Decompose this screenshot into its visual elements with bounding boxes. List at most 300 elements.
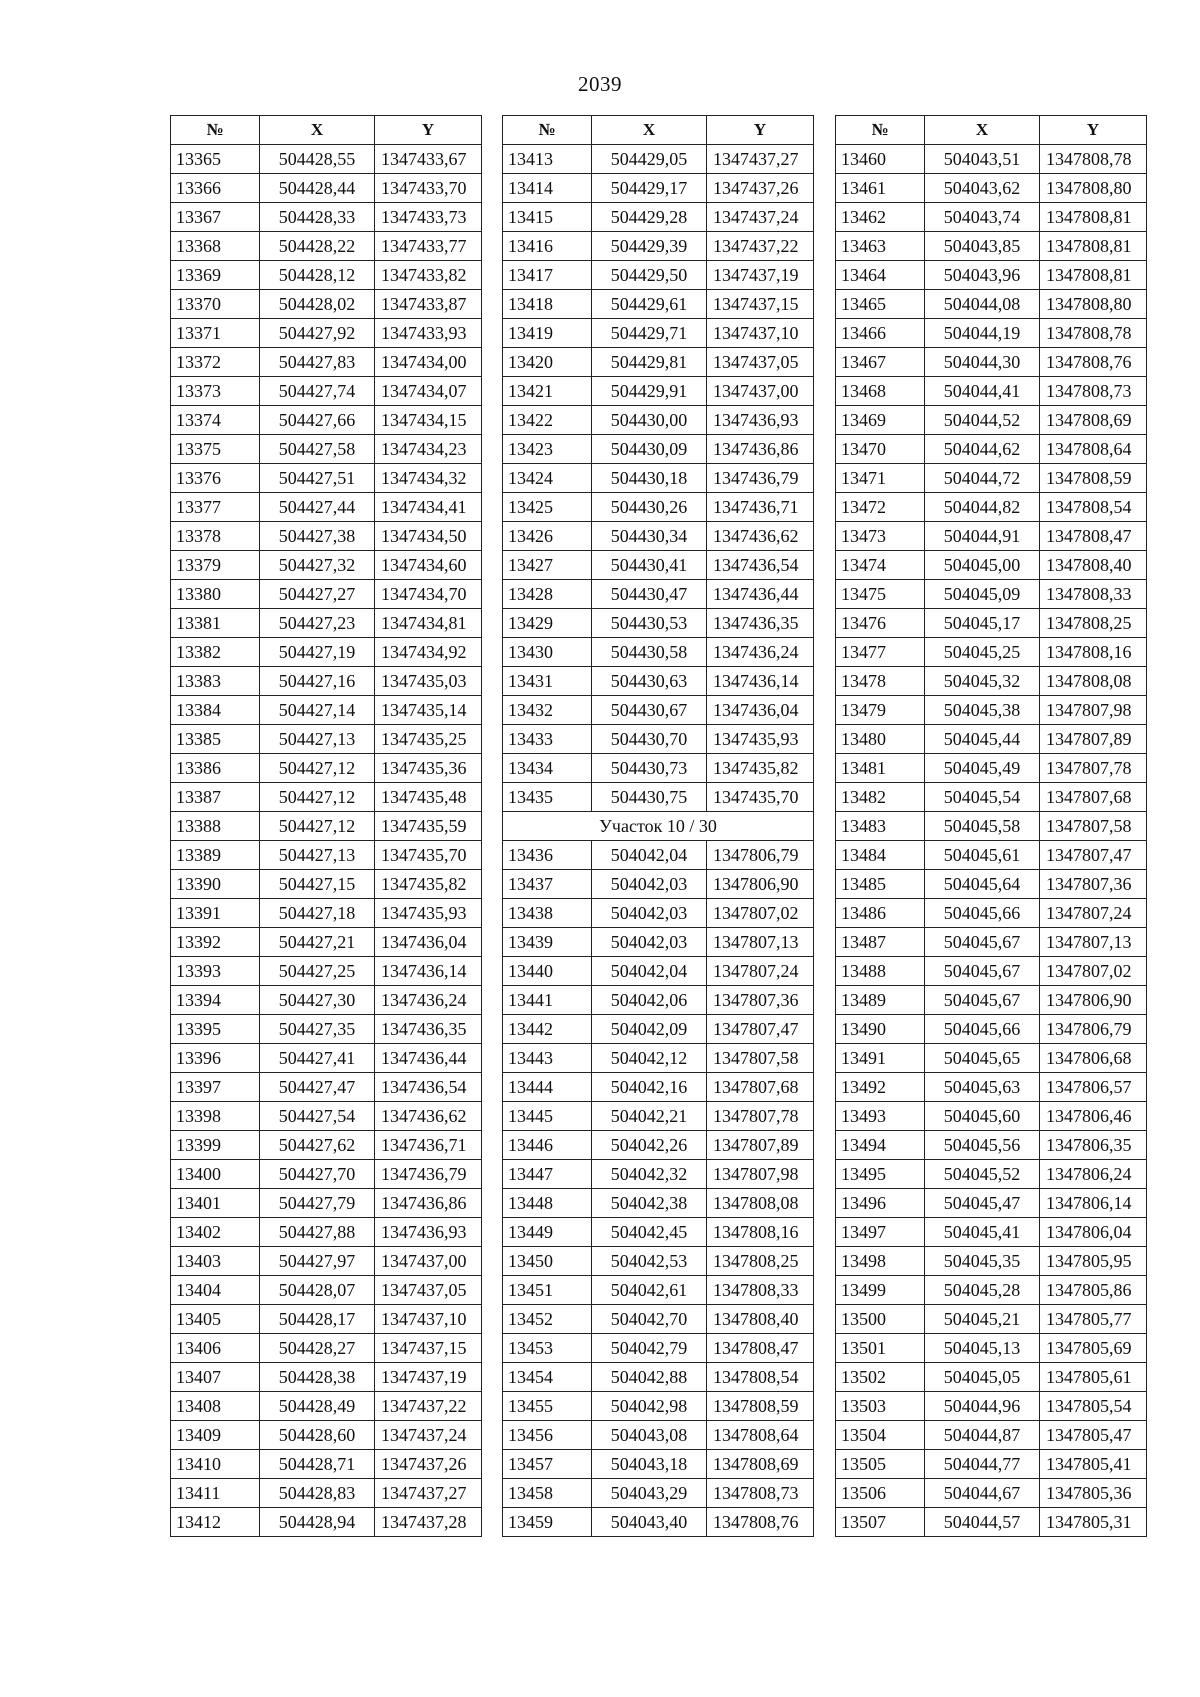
table-row	[503, 1392, 814, 1421]
y-coordinate-cell: 1347807,02	[707, 899, 814, 928]
y-coordinate-cell: 1347437,05	[707, 348, 814, 377]
x-coordinate-cell: 504429,71	[592, 319, 707, 348]
table-row	[171, 464, 482, 493]
point-number-cell: 13420	[503, 348, 592, 377]
point-number-cell: 13416	[503, 232, 592, 261]
table-row	[836, 493, 1147, 522]
x-coordinate-cell: 504430,75	[592, 783, 707, 812]
header-row	[836, 116, 1147, 145]
table-row	[171, 1479, 482, 1508]
y-coordinate-cell: 1347433,70	[375, 174, 482, 203]
table-row	[171, 580, 482, 609]
point-number-cell: 13459	[503, 1508, 592, 1537]
point-number-cell: 13432	[503, 696, 592, 725]
table-row	[171, 319, 482, 348]
y-coordinate-cell: 1347805,47	[1040, 1421, 1147, 1450]
table-row	[171, 406, 482, 435]
y-coordinate-cell: 1347808,81	[1040, 232, 1147, 261]
table-row	[503, 1363, 814, 1392]
y-coordinate-cell: 1347437,24	[375, 1421, 482, 1450]
y-coordinate-cell: 1347437,26	[707, 174, 814, 203]
point-number-cell: 13391	[171, 899, 260, 928]
table-row	[503, 638, 814, 667]
y-coordinate-cell: 1347436,14	[707, 667, 814, 696]
header-row	[503, 116, 814, 145]
point-number-cell: 13402	[171, 1218, 260, 1247]
x-coordinate-cell: 504045,00	[925, 551, 1040, 580]
x-coordinate-cell: 504045,61	[925, 841, 1040, 870]
x-coordinate-cell: 504427,32	[260, 551, 375, 580]
x-coordinate-cell: 504427,15	[260, 870, 375, 899]
table-row	[503, 377, 814, 406]
x-coordinate-cell: 504428,60	[260, 1421, 375, 1450]
table-row	[836, 725, 1147, 754]
table-row	[836, 290, 1147, 319]
header-row	[171, 116, 482, 145]
x-coordinate-cell: 504429,05	[592, 145, 707, 174]
y-coordinate-cell: 1347808,76	[707, 1508, 814, 1537]
point-number-cell: 13458	[503, 1479, 592, 1508]
point-number-cell: 13500	[836, 1305, 925, 1334]
y-coordinate-cell: 1347437,10	[375, 1305, 482, 1334]
header-number: №	[171, 116, 260, 145]
x-coordinate-cell: 504428,02	[260, 290, 375, 319]
table-row	[503, 406, 814, 435]
point-number-cell: 13502	[836, 1363, 925, 1392]
y-coordinate-cell: 1347807,13	[1040, 928, 1147, 957]
section-title: Участок 10 / 30	[503, 812, 814, 841]
y-coordinate-cell: 1347433,67	[375, 145, 482, 174]
point-number-cell: 13496	[836, 1189, 925, 1218]
y-coordinate-cell: 1347435,36	[375, 754, 482, 783]
table-row	[503, 1305, 814, 1334]
x-coordinate-cell: 504044,77	[925, 1450, 1040, 1479]
table-row	[836, 1479, 1147, 1508]
table-row	[836, 522, 1147, 551]
table-row	[503, 1450, 814, 1479]
y-coordinate-cell: 1347436,93	[375, 1218, 482, 1247]
y-coordinate-cell: 1347808,25	[1040, 609, 1147, 638]
x-coordinate-cell: 504427,70	[260, 1160, 375, 1189]
point-number-cell: 13491	[836, 1044, 925, 1073]
table-row	[171, 145, 482, 174]
table-row	[836, 1189, 1147, 1218]
x-coordinate-cell: 504045,17	[925, 609, 1040, 638]
table-row	[503, 667, 814, 696]
x-coordinate-cell: 504045,60	[925, 1102, 1040, 1131]
coordinates-table-1	[170, 115, 482, 1537]
table-row	[836, 754, 1147, 783]
table-row	[171, 203, 482, 232]
table-row	[836, 1392, 1147, 1421]
x-coordinate-cell: 504430,70	[592, 725, 707, 754]
x-coordinate-cell: 504045,65	[925, 1044, 1040, 1073]
point-number-cell: 13448	[503, 1189, 592, 1218]
y-coordinate-cell: 1347433,93	[375, 319, 482, 348]
x-coordinate-cell: 504427,62	[260, 1131, 375, 1160]
table-row	[836, 783, 1147, 812]
header-x: X	[260, 116, 375, 145]
y-coordinate-cell: 1347806,90	[1040, 986, 1147, 1015]
point-number-cell: 13435	[503, 783, 592, 812]
table-row	[836, 580, 1147, 609]
y-coordinate-cell: 1347433,77	[375, 232, 482, 261]
point-number-cell: 13437	[503, 870, 592, 899]
y-coordinate-cell: 1347808,33	[1040, 580, 1147, 609]
table-row	[171, 870, 482, 899]
y-coordinate-cell: 1347437,22	[375, 1392, 482, 1421]
table-row	[503, 261, 814, 290]
y-coordinate-cell: 1347434,41	[375, 493, 482, 522]
x-coordinate-cell: 504045,58	[925, 812, 1040, 841]
x-coordinate-cell: 504428,38	[260, 1363, 375, 1392]
y-coordinate-cell: 1347436,54	[375, 1073, 482, 1102]
point-number-cell: 13494	[836, 1131, 925, 1160]
x-coordinate-cell: 504428,55	[260, 145, 375, 174]
table-row	[503, 1015, 814, 1044]
y-coordinate-cell: 1347437,10	[707, 319, 814, 348]
y-coordinate-cell: 1347436,62	[707, 522, 814, 551]
x-coordinate-cell: 504042,03	[592, 870, 707, 899]
y-coordinate-cell: 1347808,64	[1040, 435, 1147, 464]
y-coordinate-cell: 1347436,79	[707, 464, 814, 493]
x-coordinate-cell: 504429,50	[592, 261, 707, 290]
point-number-cell: 13493	[836, 1102, 925, 1131]
y-coordinate-cell: 1347808,76	[1040, 348, 1147, 377]
point-number-cell: 13469	[836, 406, 925, 435]
point-number-cell: 13470	[836, 435, 925, 464]
x-coordinate-cell: 504427,47	[260, 1073, 375, 1102]
x-coordinate-cell: 504428,44	[260, 174, 375, 203]
y-coordinate-cell: 1347805,31	[1040, 1508, 1147, 1537]
y-coordinate-cell: 1347434,23	[375, 435, 482, 464]
point-number-cell: 13376	[171, 464, 260, 493]
y-coordinate-cell: 1347807,68	[707, 1073, 814, 1102]
table-row	[171, 1073, 482, 1102]
page-number: 2039	[578, 72, 622, 96]
table-row	[171, 1421, 482, 1450]
y-coordinate-cell: 1347808,81	[1040, 261, 1147, 290]
y-coordinate-cell: 1347808,80	[1040, 174, 1147, 203]
x-coordinate-cell: 504427,44	[260, 493, 375, 522]
x-coordinate-cell: 504042,16	[592, 1073, 707, 1102]
y-coordinate-cell: 1347434,32	[375, 464, 482, 493]
x-coordinate-cell: 504045,32	[925, 667, 1040, 696]
table-row	[171, 754, 482, 783]
point-number-cell: 13434	[503, 754, 592, 783]
point-number-cell: 13467	[836, 348, 925, 377]
point-number-cell: 13487	[836, 928, 925, 957]
table-row	[836, 1044, 1147, 1073]
x-coordinate-cell: 504044,41	[925, 377, 1040, 406]
point-number-cell: 13495	[836, 1160, 925, 1189]
y-coordinate-cell: 1347807,89	[1040, 725, 1147, 754]
x-coordinate-cell: 504045,47	[925, 1189, 1040, 1218]
table-row	[171, 1218, 482, 1247]
point-number-cell: 13474	[836, 551, 925, 580]
header-number: №	[503, 116, 592, 145]
table-row	[171, 783, 482, 812]
y-coordinate-cell: 1347808,78	[1040, 319, 1147, 348]
x-coordinate-cell: 504042,32	[592, 1160, 707, 1189]
x-coordinate-cell: 504044,30	[925, 348, 1040, 377]
table-row	[836, 1160, 1147, 1189]
table-row	[836, 1334, 1147, 1363]
y-coordinate-cell: 1347436,71	[375, 1131, 482, 1160]
y-coordinate-cell: 1347436,35	[375, 1015, 482, 1044]
y-coordinate-cell: 1347807,36	[707, 986, 814, 1015]
y-coordinate-cell: 1347808,08	[1040, 667, 1147, 696]
table-row	[836, 1102, 1147, 1131]
table-row	[171, 667, 482, 696]
y-coordinate-cell: 1347807,58	[707, 1044, 814, 1073]
point-number-cell: 13421	[503, 377, 592, 406]
table-row	[503, 754, 814, 783]
x-coordinate-cell: 504045,64	[925, 870, 1040, 899]
y-coordinate-cell: 1347808,40	[1040, 551, 1147, 580]
y-coordinate-cell: 1347808,78	[1040, 145, 1147, 174]
coordinates-table-3	[835, 115, 1147, 1537]
table-row	[171, 696, 482, 725]
x-coordinate-cell: 504429,81	[592, 348, 707, 377]
point-number-cell: 13468	[836, 377, 925, 406]
header-y: Y	[707, 116, 814, 145]
point-number-cell: 13484	[836, 841, 925, 870]
table-row	[836, 348, 1147, 377]
x-coordinate-cell: 504427,27	[260, 580, 375, 609]
point-number-cell: 13460	[836, 145, 925, 174]
point-number-cell: 13389	[171, 841, 260, 870]
y-coordinate-cell: 1347808,40	[707, 1305, 814, 1334]
point-number-cell: 13476	[836, 609, 925, 638]
y-coordinate-cell: 1347436,14	[375, 957, 482, 986]
x-coordinate-cell: 504043,18	[592, 1450, 707, 1479]
table-row	[171, 1508, 482, 1537]
table-row	[171, 957, 482, 986]
point-number-cell: 13427	[503, 551, 592, 580]
table-row	[503, 1508, 814, 1537]
point-number-cell: 13387	[171, 783, 260, 812]
x-coordinate-cell: 504427,30	[260, 986, 375, 1015]
y-coordinate-cell: 1347433,87	[375, 290, 482, 319]
point-number-cell: 13419	[503, 319, 592, 348]
point-number-cell: 13450	[503, 1247, 592, 1276]
x-coordinate-cell: 504044,52	[925, 406, 1040, 435]
y-coordinate-cell: 1347808,73	[707, 1479, 814, 1508]
point-number-cell: 13447	[503, 1160, 592, 1189]
y-coordinate-cell: 1347808,69	[1040, 406, 1147, 435]
table-row	[836, 1276, 1147, 1305]
x-coordinate-cell: 504427,12	[260, 783, 375, 812]
table-row	[503, 1102, 814, 1131]
x-coordinate-cell: 504042,98	[592, 1392, 707, 1421]
y-coordinate-cell: 1347808,47	[707, 1334, 814, 1363]
y-coordinate-cell: 1347807,78	[1040, 754, 1147, 783]
y-coordinate-cell: 1347808,08	[707, 1189, 814, 1218]
y-coordinate-cell: 1347435,82	[375, 870, 482, 899]
point-number-cell: 13507	[836, 1508, 925, 1537]
x-coordinate-cell: 504428,71	[260, 1450, 375, 1479]
y-coordinate-cell: 1347807,47	[707, 1015, 814, 1044]
point-number-cell: 13488	[836, 957, 925, 986]
point-number-cell: 13381	[171, 609, 260, 638]
y-coordinate-cell: 1347436,24	[707, 638, 814, 667]
table-row	[171, 1276, 482, 1305]
x-coordinate-cell: 504045,38	[925, 696, 1040, 725]
point-number-cell: 13454	[503, 1363, 592, 1392]
x-coordinate-cell: 504045,35	[925, 1247, 1040, 1276]
header-x: X	[592, 116, 707, 145]
point-number-cell: 13461	[836, 174, 925, 203]
y-coordinate-cell: 1347437,00	[375, 1247, 482, 1276]
point-number-cell: 13373	[171, 377, 260, 406]
x-coordinate-cell: 504427,14	[260, 696, 375, 725]
y-coordinate-cell: 1347434,92	[375, 638, 482, 667]
point-number-cell: 13401	[171, 1189, 260, 1218]
x-coordinate-cell: 504044,67	[925, 1479, 1040, 1508]
y-coordinate-cell: 1347437,05	[375, 1276, 482, 1305]
point-number-cell: 13503	[836, 1392, 925, 1421]
table-row	[171, 1334, 482, 1363]
table-row	[836, 841, 1147, 870]
point-number-cell: 13478	[836, 667, 925, 696]
point-number-cell: 13440	[503, 957, 592, 986]
point-number-cell: 13408	[171, 1392, 260, 1421]
table-row	[836, 203, 1147, 232]
table-row	[503, 783, 814, 812]
y-coordinate-cell: 1347437,00	[707, 377, 814, 406]
table-row	[171, 899, 482, 928]
point-number-cell: 13439	[503, 928, 592, 957]
point-number-cell: 13477	[836, 638, 925, 667]
x-coordinate-cell: 504427,35	[260, 1015, 375, 1044]
x-coordinate-cell: 504043,85	[925, 232, 1040, 261]
point-number-cell: 13504	[836, 1421, 925, 1450]
table-row	[503, 609, 814, 638]
point-number-cell: 13422	[503, 406, 592, 435]
x-coordinate-cell: 504430,58	[592, 638, 707, 667]
table-row	[836, 1421, 1147, 1450]
table-row	[171, 1247, 482, 1276]
point-number-cell: 13455	[503, 1392, 592, 1421]
table-row	[171, 725, 482, 754]
y-coordinate-cell: 1347807,78	[707, 1102, 814, 1131]
point-number-cell: 13405	[171, 1305, 260, 1334]
y-coordinate-cell: 1347435,93	[375, 899, 482, 928]
y-coordinate-cell: 1347806,79	[707, 841, 814, 870]
y-coordinate-cell: 1347436,62	[375, 1102, 482, 1131]
x-coordinate-cell: 504427,88	[260, 1218, 375, 1247]
table-row	[503, 1073, 814, 1102]
y-coordinate-cell: 1347806,90	[707, 870, 814, 899]
y-coordinate-cell: 1347807,89	[707, 1131, 814, 1160]
y-coordinate-cell: 1347805,77	[1040, 1305, 1147, 1334]
point-number-cell: 13451	[503, 1276, 592, 1305]
x-coordinate-cell: 504429,91	[592, 377, 707, 406]
y-coordinate-cell: 1347807,13	[707, 928, 814, 957]
table-row	[836, 435, 1147, 464]
point-number-cell: 13412	[171, 1508, 260, 1537]
point-number-cell: 13385	[171, 725, 260, 754]
x-coordinate-cell: 504045,41	[925, 1218, 1040, 1247]
x-coordinate-cell: 504042,04	[592, 957, 707, 986]
table-row	[171, 638, 482, 667]
x-coordinate-cell: 504430,47	[592, 580, 707, 609]
point-number-cell: 13492	[836, 1073, 925, 1102]
table-row	[836, 145, 1147, 174]
y-coordinate-cell: 1347437,15	[375, 1334, 482, 1363]
table-row	[836, 1247, 1147, 1276]
table-row	[503, 1044, 814, 1073]
table-row	[836, 870, 1147, 899]
table-row	[171, 1015, 482, 1044]
point-number-cell: 13400	[171, 1160, 260, 1189]
y-coordinate-cell: 1347437,24	[707, 203, 814, 232]
table-row	[836, 957, 1147, 986]
table-row	[171, 493, 482, 522]
y-coordinate-cell: 1347435,93	[707, 725, 814, 754]
x-coordinate-cell: 504427,97	[260, 1247, 375, 1276]
table-row	[836, 986, 1147, 1015]
x-coordinate-cell: 504427,92	[260, 319, 375, 348]
y-coordinate-cell: 1347808,81	[1040, 203, 1147, 232]
point-number-cell: 13383	[171, 667, 260, 696]
y-coordinate-cell: 1347434,60	[375, 551, 482, 580]
point-number-cell: 13415	[503, 203, 592, 232]
x-coordinate-cell: 504427,38	[260, 522, 375, 551]
x-coordinate-cell: 504042,04	[592, 841, 707, 870]
y-coordinate-cell: 1347808,69	[707, 1450, 814, 1479]
point-number-cell: 13442	[503, 1015, 592, 1044]
x-coordinate-cell: 504045,09	[925, 580, 1040, 609]
y-coordinate-cell: 1347434,70	[375, 580, 482, 609]
y-coordinate-cell: 1347805,41	[1040, 1450, 1147, 1479]
point-number-cell: 13426	[503, 522, 592, 551]
y-coordinate-cell: 1347805,69	[1040, 1334, 1147, 1363]
table-row	[171, 377, 482, 406]
point-number-cell: 13388	[171, 812, 260, 841]
x-coordinate-cell: 504045,67	[925, 957, 1040, 986]
table-row	[836, 1508, 1147, 1537]
x-coordinate-cell: 504427,74	[260, 377, 375, 406]
point-number-cell: 13452	[503, 1305, 592, 1334]
y-coordinate-cell: 1347807,24	[1040, 899, 1147, 928]
y-coordinate-cell: 1347435,03	[375, 667, 482, 696]
table-row	[503, 348, 814, 377]
table-row	[836, 1305, 1147, 1334]
x-coordinate-cell: 504043,62	[925, 174, 1040, 203]
x-coordinate-cell: 504042,26	[592, 1131, 707, 1160]
table-row	[171, 290, 482, 319]
x-coordinate-cell: 504045,13	[925, 1334, 1040, 1363]
y-coordinate-cell: 1347433,73	[375, 203, 482, 232]
y-coordinate-cell: 1347436,04	[375, 928, 482, 957]
y-coordinate-cell: 1347434,07	[375, 377, 482, 406]
point-number-cell: 13370	[171, 290, 260, 319]
x-coordinate-cell: 504428,83	[260, 1479, 375, 1508]
point-number-cell: 13480	[836, 725, 925, 754]
x-coordinate-cell: 504042,70	[592, 1305, 707, 1334]
point-number-cell: 13462	[836, 203, 925, 232]
table-row	[503, 551, 814, 580]
x-coordinate-cell: 504044,08	[925, 290, 1040, 319]
x-coordinate-cell: 504045,56	[925, 1131, 1040, 1160]
table-row	[503, 957, 814, 986]
table-row	[503, 435, 814, 464]
point-number-cell: 13431	[503, 667, 592, 696]
y-coordinate-cell: 1347436,44	[707, 580, 814, 609]
x-coordinate-cell: 504045,67	[925, 928, 1040, 957]
